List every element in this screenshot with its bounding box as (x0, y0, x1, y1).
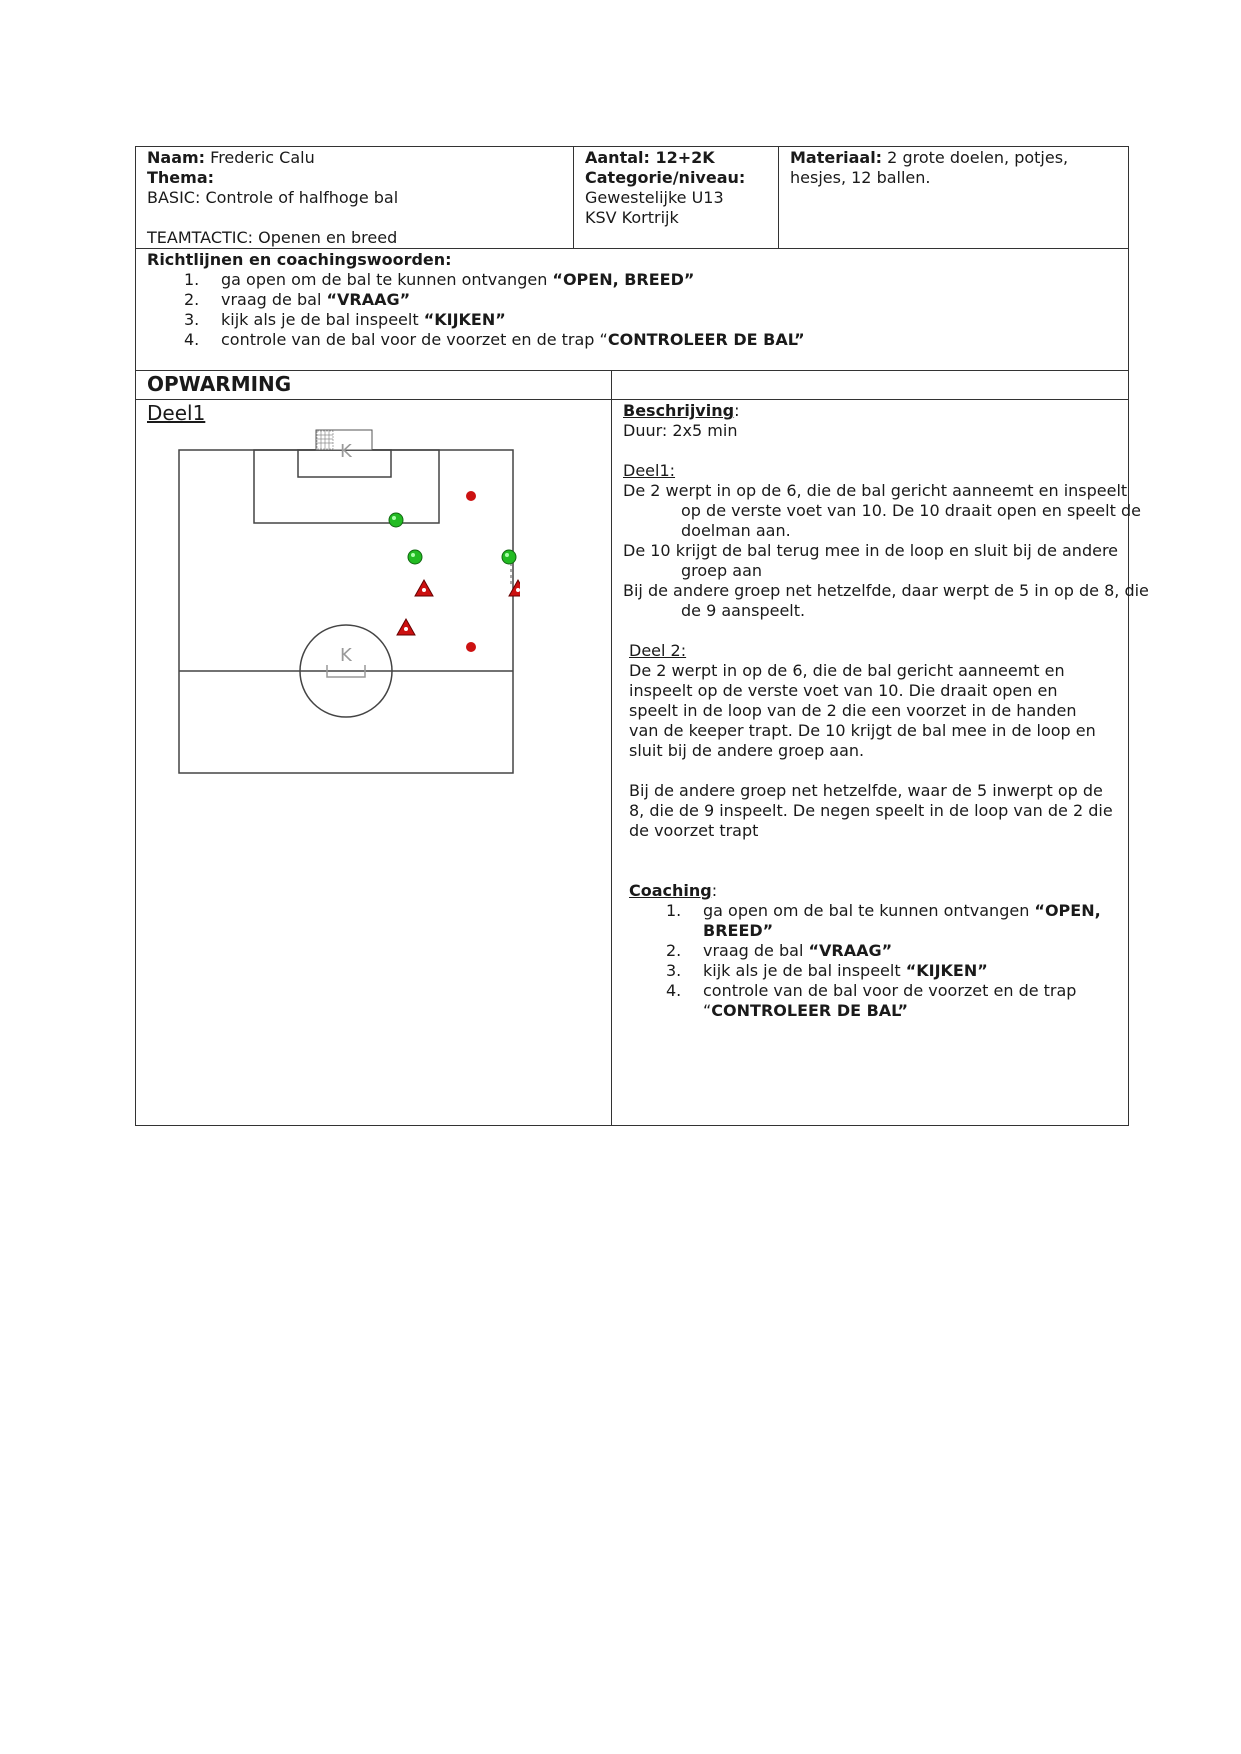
naam-value: Frederic Calu (210, 148, 315, 167)
deel1-paragraph-3: Bij de andere groep net hetzelfde, daar werpt de 5 in op de 8, die de 9 aanspeelt. (623, 581, 1149, 620)
deel1-title: Deel1 (147, 401, 206, 425)
materiaal-label: Materiaal: (790, 148, 883, 167)
coaching-heading: Coaching: (629, 881, 718, 900)
guideline-item: 3. kijk als je de bal inspeelt “KIJKEN” (184, 310, 506, 329)
pitch-outline (179, 450, 513, 773)
header-divider-2 (778, 146, 779, 248)
beschrijving-heading: Beschrijving: (623, 401, 740, 420)
description-cell (623, 401, 1149, 1021)
red-ball-icon (466, 642, 476, 652)
thema-label: Thema: (147, 168, 215, 187)
deel2-label: Deel 2: (629, 641, 687, 660)
categorie-label: Categorie/niveau: (585, 168, 746, 187)
deel1-paragraph-2: De 10 krijgt de bal terug mee in de loop en sluit bij de andere groep aan (623, 541, 1119, 580)
deel1-paragraph-1: De 2 werpt in op de 6, die de bal gericht aanneemt en inspeelt op de verste voet van 10. De 10 draait open en speelt de doelman aan. (623, 481, 1141, 540)
deel2-paragraph-2: Bij de andere groep net hetzelfde, waar de 5 inwerpt op de 8, die de 9 inspeelt. De negen speelt in de loop van de 2 die de voorzet trapt (629, 781, 1113, 840)
deel2-paragraph-1: De 2 werpt in op de 6, die de bal gericht aanneemt en inspeelt op de verste voet van 10. Die draait open en speelt in de loop van de 2 die een voorzet in de handen van de keeper trapt. De 10 krijgt de bal mee in de loop en sluit bij de andere groep aan. (629, 661, 1096, 760)
coaching-item: 4. controle van de bal voor de voorzet en de trap “CONTROLEER DE BAL” (666, 981, 1077, 1020)
coaching-item: 1. ga open om de bal te kunnen ontvangen “OPEN, BREED” (666, 901, 1101, 940)
coaching-list (629, 901, 1119, 1021)
guideline-item: 4. controle van de bal voor de voorzet en de trap “CONTROLEER DE BAL” (184, 330, 805, 349)
guidelines-bottom-line (135, 370, 1129, 371)
guidelines-title: Richtlijnen en coachingswoorden: (147, 250, 452, 269)
red-ball-icon (466, 491, 476, 501)
field-diagram (170, 425, 520, 780)
naam-line (147, 148, 571, 168)
basic-text: BASIC: Controle of halfhoge bal (147, 188, 399, 207)
green-player-icon (389, 513, 403, 527)
section-title: OPWARMING (147, 372, 292, 396)
guideline-item: 2. vraag de bal “VRAAG” (184, 290, 411, 309)
red-cone-icon (415, 580, 433, 596)
keeper-top-letter: K (340, 441, 352, 462)
teamtactic-text: TEAMTACTIC: Openen en breed (147, 228, 398, 247)
guidelines-cell (137, 250, 1127, 350)
coaching-item: 2. vraag de bal “VRAAG” (666, 941, 893, 960)
materiaal-value: 2 grote doelen, potjes, hesjes, 12 ballen. (790, 148, 1069, 187)
header-cell-naam (137, 148, 571, 248)
guideline-item: 1. ga open om de bal te kunnen ontvangen “OPEN, BREED” (184, 270, 695, 289)
aantal-label: Aantal: 12+2K (585, 148, 715, 167)
categorie-value-2: KSV Kortrijk (585, 208, 679, 227)
keeper-centre-letter: K (340, 645, 352, 666)
guidelines-list (147, 270, 1127, 350)
header-divider-1 (573, 146, 574, 248)
green-player-icon (408, 550, 422, 564)
header-bottom-line (135, 248, 1129, 249)
header-cell-aantal (575, 148, 775, 228)
green-player-icon (502, 550, 516, 564)
categorie-value-1: Gewestelijke U13 (585, 188, 724, 207)
coaching-item: 3. kijk als je de bal inspeelt “KIJKEN” (666, 961, 988, 980)
red-cone-icon (397, 619, 415, 635)
duur-text: Duur: 2x5 min (623, 421, 738, 440)
header-cell-materiaal (780, 148, 1125, 188)
section-title-line (135, 399, 1129, 400)
naam-label: Naam: (147, 148, 206, 167)
deel1-label: Deel1: (623, 461, 676, 480)
section-divider (611, 370, 612, 1126)
